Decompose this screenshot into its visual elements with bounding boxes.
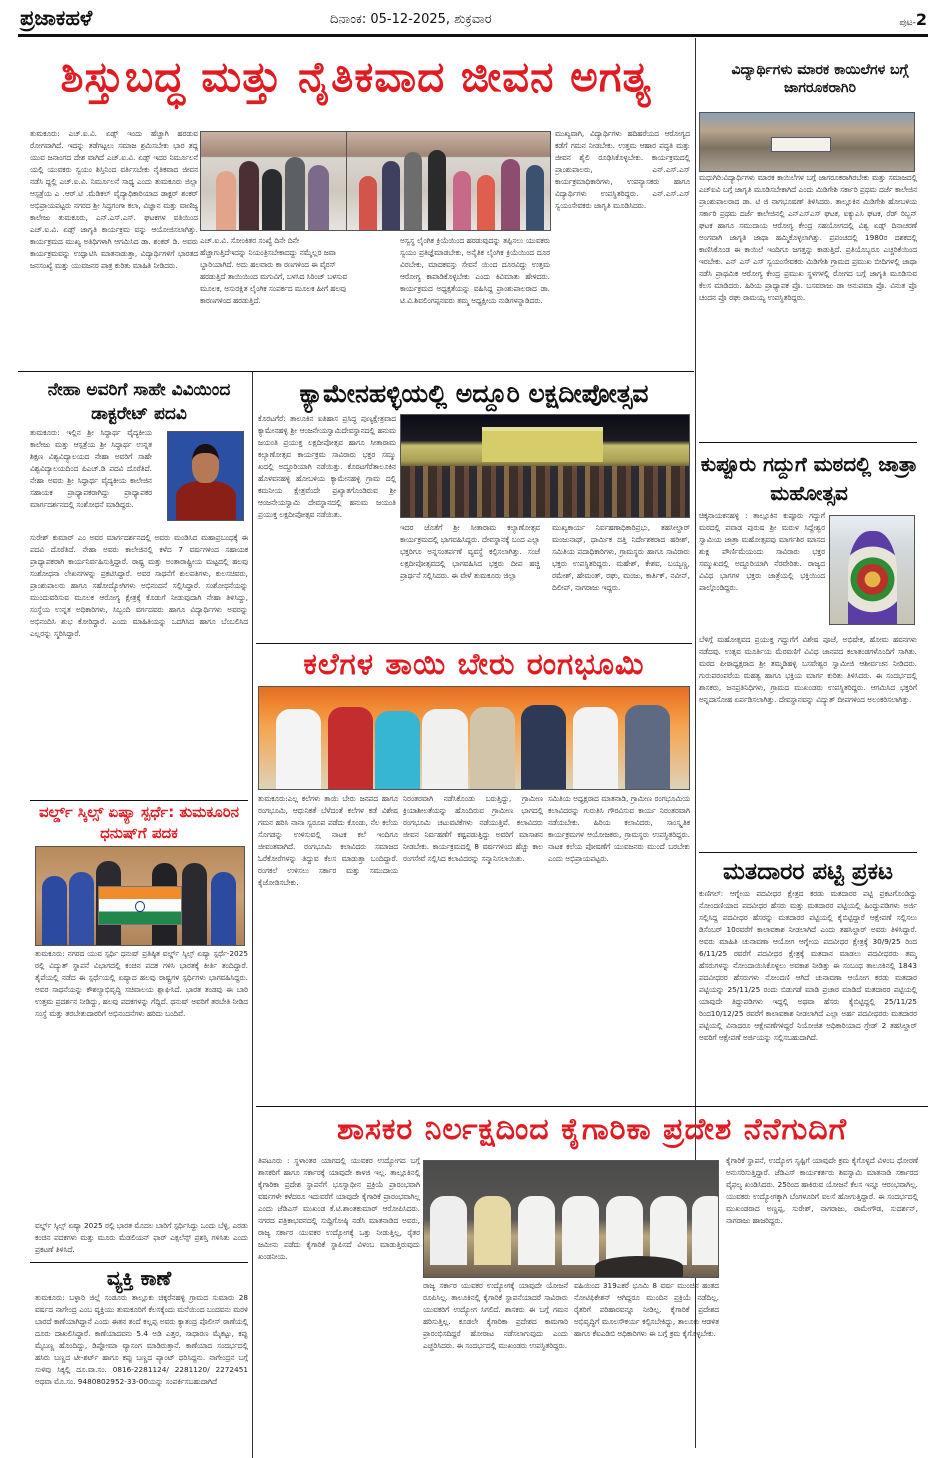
industrial-col4: ಕೈಗಾರಿಕೆ ಸ್ಥಾಪನೆ, ಉದ್ಯೋಗ ಸೃಷ್ಟಿಗೆ ಯಾವುದೇ ಕ್ರಮ ಕೈಗೊಳ್ಳದೆ ವಿಳಂಬ ಧೋರಣೆ ಅನುಸರಿಸುತ್ತಿದ್ದಾರೆ. ಜೆಡಿಎಸ್ ಕಾರ್ಯಕರ್ತರು ಶಿವಸ್ವಾಮಿ ಮಾತನಾಡಿ ಸರ್ಕಾರದ ವೈಫಲ್ಯ ಖಂಡಿಸಿದರು. 25ರಿಂದ ಹಾಕಿರುವ ಯೋಜನೆ ಕೆಲಸ ಇನ್ನೂ ಆರಂಭವಾಗಿಲ್ಲ. ಯುವಕರು ಉದ್ಯೋಗಕ್ಕಾಗಿ ಬೆಂಗಳೂರಿಗೆ ವಲಸೆ ಹೋಗುತ್ತಿದ್ದಾರೆ. ಈ ಸಂದರ್ಭದಲ್ಲಿ ಮುಖಂಡರಾದ ಅಣ್ಣಪ್ಪ, ಸುರೇಶ್, ನಾಗರಾಜು, ರಾಮೇಗೌಡ, ಸುದರ್ಶನ್, ನಾಗರಾಜು ಹಾಜರಿದ್ದರು. xyxy=(726,1156,918,1225)
industrial-col1: ತಿಪಟೂರು : ಸ್ಥಳಾಂತರ ಯಾಗದಲ್ಲಿ ಯುವಕರ ಉದ್ಯೋಗದ ಬಗ್ಗೆ ಶಾಸಕರಿಗೆ ಹಾಗೂ ಸರ್ಕಾರಕ್ಕೆ ಯಾವುದೇ ಕಾಳಜಿ ಇಲ್ಲ. ತಾಲ್ಲೂಕಿನಲ್ಲಿ ಕೈಗಾರಿಕಾ ಪ್ರದೇಶ ಸ್ಥಾಪನೆಗೆ ಭೂಸ್ವಾಧೀನ ಪ್ರಕ್ರಿಯೆ ಪ್ರಾರಂಭವಾಗಿ ವರ್ಷಗಳೇ ಕಳೆದರೂ ಇದುವರೆಗೆ ಯಾವುದೇ ಕೈಗಾರಿಕೆ ಪ್ರಾರಂಭವಾಗಿಲ್ಲ ಎಂದು ಜೆಡಿಎಸ್ ಮುಖಂಡ ಕೆ.ಟಿ.ಶಾಂತಕುಮಾರ್ ಆರೋಪಿಸಿದರು. ನಗರದ ಪತ್ರಿಕಾಭವನದಲ್ಲಿ ಸುದ್ದಿಗೋಷ್ಠಿ ನಡೆಸಿ ಮಾತನಾಡಿದ ಅವರು, ರಾಜ್ಯ ಸರ್ಕಾರ ಯುವಕರ ಉದ್ಯೋಗಕ್ಕೆ ಒತ್ತು ನೀಡುತ್ತಿಲ್ಲ, ರೈತರ ಜಮೀನು ಪಡೆದು ಕೈಗಾರಿಕೆ ಸ್ಥಾಪಿಸದೆ ವಿಳಂಬ ಮಾಡುತ್ತಿರುವುದು ಖಂಡನೀಯ. xyxy=(258,1156,420,1261)
world-skills-closing: ವರ್ಲ್ಡ್ ಸ್ಕಿಲ್ಸ್ ಏಷ್ಯಾ 2025 ರಲ್ಲಿ ಭಾರತ ಮೊದಲ ಬಾರಿಗೆ ಸ್ಪರ್ಧಿಸಿದ್ದು ಒಂದು ಬೆಳ್ಳಿ, ಎರಡು ಕಂಚಿನ ಪದಕಗಳು ಮತ್ತು ಮೂರು ಮೆಡಲಿಯನ್ ಫಾರ್ ಎಕ್ಸಲೆನ್ಸ್ ಪ್ರಶಸ್ತಿ ಗಳಿಸಿತು ಎಂದು ಪ್ರಕಟಣೆ ತಿಳಿಸಿದೆ. xyxy=(35,1221,248,1254)
section-rule xyxy=(18,371,694,372)
deepotsava-photo xyxy=(400,414,690,518)
headline-rangabhoomi: ಕಲೆಗಳ ತಾಯಿ ಬೇರು ರಂಗಭೂಮಿ xyxy=(303,647,645,682)
section-rule xyxy=(256,643,692,644)
kuppur-lead: ಚಿಕ್ಕನಾಯಕನಹಳ್ಳಿ : ತಾಲ್ಲೂಕಿನ ಕುಪ್ಪೂರು ಗದ್ದುಗೆ ಮಠದಲ್ಲಿ ಪವಾಡ ಪುರುಷ ಶ್ರೀ ಮರುಳ ಸಿದ್ದೇಶ್ವರ ಸ್ವಾಮಿಯ ಜಾತ್ರಾ ಮಹೋತ್ಸವವು ಮಾರ್ಗಶಿರ ಮಾಸದ ಶುಕ್ಲ ಪೌರ್ಣಿಮೆಯಂದು ಸಾವಿರಾರು ಭಕ್ತರ ಸಮ್ಮುಖದಲ್ಲಿ ಅದ್ದೂರಿಯಾಗಿ ನೆರವೇರಿತು. ರಾಜ್ಯದ ವಿವಿಧ ಭಾಗಗಳ ಭಕ್ತರು ಜಾತ್ರೆಯಲ್ಲಿ ಭಕ್ತಿಯಿಂದ ಪಾಲ್ಗೊಂಡಿದ್ದರು. xyxy=(699,511,825,592)
headline-missing-person: ವ್ಯಕ್ತಿ ಕಾಣೆ xyxy=(106,1266,172,1290)
divider xyxy=(30,1262,248,1263)
page-number xyxy=(899,10,927,29)
students-hiv-body: ಮಧುಗಿರಿ:ವಿದ್ಯಾರ್ಥಿಗಳು ಮಾರಕ ಕಾಯಿಲೆಗಳ ಬಗ್ಗೆ ಜಾಗರೂಕರಾಗಿರಬೇಕು ಮತ್ತು ಸಮಾಜದಲ್ಲಿ ಎಚ್‌ಐವಿ ಬಗ್ಗೆ ಜಾಗೃತಿ ಮೂಡಿಸಬೇಕಾಗಿದೆ ಎಂದು ಮಿಡಿಗೇಶಿ ಸರ್ಕಾರಿ ಪ್ರಥಮ ದರ್ಜೆ ಕಾಲೇಜಿನ ಪ್ರಾಂಶುಪಾಲರಾದ ಡಾ. ಟಿ ಜಿ ನಾಗಭೂಷಣ್ ತಿಳಿಸಿದರು. ತಾಲ್ಲೂಕಿನ ಮಿಡಿಗೇಶಿ ಹೋಬಳಿಯ ಸರ್ಕಾರಿ ಪ್ರಥಮ ದರ್ಜೆ ಕಾಲೇಜಿನಲ್ಲಿ ಎನ್‌ಎಸ್‌ಎಸ್ ಘಟಕ, ಐಕ್ಯುಎಸಿ ಘಟಕ, ರೆಡ್ ರಿಬ್ಬನ್ ಘಟಕ ಹಾಗೂ ಸಮುದಾಯ ಆರೋಗ್ಯ ಕೇಂದ್ರ ಸಹಯೋಗದಲ್ಲಿ ವಿಶ್ವ ಏಡ್ಸ್ ದಿನಾಚರಣೆ ಅಂಗವಾಗಿ ಜಾಗೃತಿ ಜಾಥಾ ಹಮ್ಮಿಕೊಳ್ಳಲಾಗಿತ್ತು. ಪ್ರಪಂಚದಲ್ಲಿ 1980ರ ದಶಕದಲ್ಲಿ ಕಾಣಿಸಿಕೊಂಡ ಈ ಕಾಯಿಲೆ ಇಂದಿಗೂ ಜಗತ್ತನ್ನು ಕಾಡುತ್ತಿದೆ. ಪ್ರತಿಯೊಬ್ಬರೂ ಎಚ್ಚರಿಕೆಯಿಂದ ಇರಬೇಕು. ಎನ್ ಎಸ್ ಎಸ್ ಸ್ವಯಂಸೇವಕರು ಮಿಡಿಗೇಶಿ ಗ್ರಾಮದ ಪ್ರಮುಖ ಬೀದಿಗಳಲ್ಲಿ ಜಾಥಾ ನಡೆಸಿ ಪ್ರಾಥಮಿಕ ಆರೋಗ್ಯ ಕೇಂದ್ರ ಪ್ರಮುಖ ಸ್ಥಳಗಳಲ್ಲಿ ರೋಗದ ಬಗ್ಗೆ ಜಾಗೃತಿ ಮೂಡಿಸುವ ಕೆಲಸ ಮಾಡಿದರು. ಹಿರಿಯ ಪ್ರಾಧ್ಯಾಪಕ ಪ್ರೊ. ಬಸವರಾಜು ಡಾ ಅನುಪಮಾ ಪ್ರೊ. ವಿನುತ ಪ್ರೊ ಚಂದನ ಪ್ರೊ ರಘು ರಾಮಯ್ಯ ಉಪಸ್ಥಿತರಿದ್ದರು. xyxy=(699,173,917,302)
issue-date: ದಿನಾಂಕ: 05-12-2025, ಶುಕ್ರವಾರ xyxy=(330,12,492,27)
neha-body: ಸುರೇಶ್ ಕುಮಾರ್ ಎಂ ಅವರ ಮಾರ್ಗದರ್ಶನದಲ್ಲಿ ಅವರು ಮಂಡಿಸಿದ ಮಹಾಪ್ರಬಂಧಕ್ಕೆ ಈ ಪದವಿ ದೊರೆತಿದೆ. ನೇಹಾ ಅವರು ಕಾಲೇಜಿನಲ್ಲಿ ಕಳೆದ 7 ವರ್ಷಗಳಿಂದ ಸಹಾಯಕ ಪ್ರಾಧ್ಯಾಪಕರಾಗಿ ಕಾರ್ಯನಿರ್ವಹಿಸುತ್ತಿದ್ದಾರೆ. ರಾಷ್ಟ್ರ ಮತ್ತು ಅಂತಾರಾಷ್ಟ್ರೀಯ ಮಟ್ಟದಲ್ಲಿ ಹಲವು ಸಂಶೋಧನಾ ಲೇಖನಗಳನ್ನು ಪ್ರಕಟಿಸಿದ್ದಾರೆ. ಅವರ ಸಾಧನೆಗೆ ಕುಲಪತಿಗಳು, ಕುಲಸಚಿವರು, ಪ್ರಾಂಶುಪಾಲರು ಹಾಗೂ ಸಹೋದ್ಯೋಗಿಗಳು ಅಭಿನಂದನೆ ಸಲ್ಲಿಸಿದ್ದಾರೆ. ಸಂಶೋಧನೆಯನ್ನು ಮುಂದುವರಿಸುವ ಮೂಲಕ ಆರೋಗ್ಯ ಕ್ಷೇತ್ರಕ್ಕೆ ಕೊಡುಗೆ ನೀಡುವುದಾಗಿ ನೇಹಾ ತಿಳಿಸಿದ್ದು, ಸಂಸ್ಥೆಯ ಉನ್ನತ ಅಧಿಕಾರಿಗಳು, ಸಿಬ್ಬಂದಿ ವರ್ಗದವರು ಹಾಗೂ ವಿದ್ಯಾರ್ಥಿಗಳು ಅವರನ್ನು ಅಭಿನಂದಿಸಿ ಶುಭ ಕೋರಿದ್ದಾರೆ. ಎಂದು ಮಾಹಿತಿಯನ್ನು ಒದಗಿಸಿದ ಹಾಗೂ ಬೆಂಬಲಿಸಿದ ಎಲ್ಲರನ್ನು ಸ್ಮರಿಸಿದ್ದಾರೆ. xyxy=(30,533,248,638)
students-rally-photo xyxy=(699,112,915,172)
divider xyxy=(699,852,917,853)
industrial-col2: ರಾಜ್ಯ ಸರ್ಕಾರ ಯುವಕರ ಉದ್ಯೋಗಕ್ಕೆ ಯಾವುದೇ ಯೋಜನೆ ರೂಪಿಸಿಲ್ಲ. ತಾಲೂಕಿನಲ್ಲಿ ಕೈಗಾರಿಕೆ ಸ್ಥಾಪನೆಯಾದರೆ ಸಾವಿರಾರು ಯುವಕರಿಗೆ ಉದ್ಯೋಗ ಸಿಗಲಿದೆ. ಶಾಸಕರು ಈ ಬಗ್ಗೆ ಗಮನ ಹರಿಸುತ್ತಿಲ್ಲ. ಕೂಡಲೇ ಕೈಗಾರಿಕಾ ಪ್ರದೇಶದ ಕಾಮಗಾರಿ ಪ್ರಾರಂಭಿಸದಿದ್ದರೆ ಹೋರಾಟ ನಡೆಸಲಾಗುವುದು ಎಂದು ಎಚ್ಚರಿಸಿದರು. ಈ ಸಂದರ್ಭದಲ್ಲಿ ಮುಖಂಡರು ಉಪಸ್ಥಿತರಿದ್ದರು. xyxy=(423,1281,568,1350)
rangabhoomi-photo xyxy=(258,686,690,790)
headline-deepotsava: ಕ್ಯಾಮೇನಹಳ್ಳಿಯಲ್ಲಿ ಅದ್ದೂರಿ ಲಕ್ಷದೀಪೋತ್ಸವ xyxy=(299,379,649,408)
hiv-photo-caption: ಎಚ್.ಐ.ವಿ. ಸೋಂಕಿತರ ಸಂಖ್ಯೆ ದಿನೇ ದಿನೇ ಹೆಚ್ಚಾಗುತ್ತಿದೆಇದನ್ನು ನಿಯಂತ್ರಿಸಬೇಕಾದದ್ದು ನಮ್ಮೆಲ್ಲರ ಜವಾ ಬ್ದಾರಿಯಾಗಿದೆ. ಅದು ಹಲವಾರು ಕಾ ರಣಗಳಿಂದ ಈ ವೈರಸ್ ಹರಡುತ್ತಿದೆ ತಾಯಿಯಿಂದ ಮಗುವಿಗೆ, ಬಳಸಿದ ಸಿರಿಂಜ್ ಬಳಸುವ ಮೂಲಕ, ಅಸುರಕ್ಷಿತ ಲೈಂಗಿಕ ಸಂಪರ್ಕದ ಮೂಲಕ ಹೀಗೆ ಹಲವು ಕಾರಣಗಳಿಂದ ಹರಡುತ್ತಿದೆ. xyxy=(200,236,347,305)
voter-list-body: ಕುಣಿಗಲ್: ಆಗ್ನೇಯ ಪದವೀಧರ ಕ್ಷೇತ್ರದ ಕರಡು ಮತದಾರರ ಪಟ್ಟಿ ಪ್ರಕಟಗೊಂಡಿದ್ದು ನೋಂದಣಿಯಾದ ಪದವೀಧರ ಹೆಸರು ಮತ್ತು ಮತದಾರರ ಪಟ್ಟಿಯಲ್ಲಿ ಹಿಂದ್ದುಪಡಿಗಳು ಅರ್ಜಿ ಸಲ್ಲಿಸಿದ್ದ ಪದವೀಧರ ಹೆಸರನ್ನು ಮತದಾರರ ಪಟ್ಟಿಯಲ್ಲಿ ಕೈಬಿಟ್ಟಿದ್ದಾರೆ ಆಕ್ಷೇಪಣೆ ಸಲ್ಲಿಸಲು ಡಿಸೆಂಬರ್ 10ರವರೆಗೆ ಕಾಲಾವಕಾಶ ನೀಡಲಾಗಿದೆ ಎಂದು ತಹಸಿಲ್ದಾರ್ ಅವರು ತಿಳಿಸಿದ್ದಾರೆ. ಅವರು ಮಾಹಿತಿ ಚುನಾವಣಾ ಆಯೋಗ ಆಗ್ನೇಯ ಪದವೀಧರ ಕ್ಷೇತ್ರಕ್ಕೆ 30/9/25 ರಿಂದ 6/11/25 ರವರೆಗೆ ಪದವೀಧರ ಕ್ಷೇತ್ರಕ್ಕೆ ಮತದಾನ ಮಾಡಲು ಪದವೀಧರರು ತಮ್ಮ ಹೆಸರುಗಳನ್ನು ನೋಂದಾಯಿಸಿಕೊಳ್ಳಲು ಅವಕಾಶ ನೀಡಿತ್ತು ಈ ಸಂಬಂಧ ತಾಲೂಕಿನಲ್ಲಿ 1843 ಪದವೀಧರರ ಹೆಸರುಗಳು ನೋಂದಣಿ ಆಗಿದೆ ಚುನಾವಣಾ ಆಯೋಗ ಕರಡು ಮತದಾರ ಪಟ್ಟಿಯನ್ನು 25/11/25 ರಂದು ಬಿಡುಗಡೆ ಮಾಡಿ ಪ್ರಚಾರ ಮಾಡಿದೆ ಮತದಾರರ ಪಟ್ಟಿಯಲ್ಲಿ ಯಾವುದೇ ತಿದ್ದುಪಡಿಗಳು ಇದ್ದಲ್ಲಿ ಅಥವಾ ಹೆಸರು ಕೈಬಿಟ್ಟಿದ್ದಲ್ಲಿ 25/11/25 ರಿಂದ10/12/25 ರವರೆಗೆ ಕಾಲಾವಕಾಶ ನೀಡಲಾಗಿದೆ ಎಲ್ಲಾ ಅರ್ಹ ಪದವೀಧರರು ಮತದಾರರ ಪಟ್ಟಿಯಲ್ಲಿ ವಿನಾದರೂ ಆಕ್ಷೇಪಣೆಗಳಿದ್ದರೆ ನಿಯೋಜಿತ ಅಧಿಕಾರಿಯಾದ ಗ್ರೇಡ್ 2 ತಹಸಿಲ್ದಾರ್ ಅವರಿಗೆ ಆಕ್ಷೇಪಣೆ ಅರ್ಜಿಯನ್ನು ಸಲ್ಲಿಸಬಹುದಾಗಿದೆ. xyxy=(699,889,917,1042)
page-number-value: 2 xyxy=(915,10,927,29)
section-rule xyxy=(256,1106,928,1107)
headline-industrial: ಶಾಸಕರ ನಿರ್ಲಕ್ಷದಿಂದ ಕೈಗಾರಿಕಾ ಪ್ರದೇಶ ನೆನೆಗುದಿಗೆ xyxy=(336,1112,848,1147)
headline-kuppur: ಕುಪ್ಪೂರು ಗದ್ದುಗೆ ಮಠದಲ್ಲಿ ಜಾತ್ರಾ ಮಹೋತ್ಸವ xyxy=(700,452,918,505)
rangabhoomi-col1: ತುಮಕೂರು:ಎಲ್ಲ ಕಲೆಗಳು ತಾಯಿ ಬೇರು ಜನಪದ ಹಾಗೂ ರಂಗಭೂಮಿ, ಆಧುನಿಕತೆ ಬೆಳೆದಂತೆ ಕಲೆಗಳ ಕಡೆ ವಿಶೇಷ ಗಮನ ಹರಿಸಿ ನಾನಾ ಸ್ವರೂಪ ಪಡೆದು ಕೊಂಡು, ನೆಲ ಕಲೆಯ ಸೊಗಡನ್ನು ಉಳಿಸುವಲ್ಲಿ ನಾಟಕ ಕಲೆ ಇಂದಿಗೂ ಜೀವಂತವಾಗಿದೆ. ರಂಗಭೂಮಿ ಕಲಾವಿದರು ಸಮಾಜದ ಓರೆಕೋರೆಗಳನ್ನು ತಿದ್ದುವ ಕೆಲಸ ಮಾಡುತ್ತಾ ಬಂದಿದ್ದಾರೆ. ರಂಗಕಲೆ ಉಳಿಸಲು ಸರ್ಕಾರ ಮತ್ತು ಸಮುದಾಯ ಕೈಜೋಡಿಸಬೇಕು. xyxy=(258,794,398,887)
hiv-body-col3: ಅಸ್ವಸ್ಥ ಲೈಂಗಿಕ ಕ್ರಿಯೆಯಿಂದ ಹರಡುವುದನ್ನು ತಪ್ಪಿಸಲು ಯುವಕರು ಸ್ವಯಂ ಪ್ರತಿಜ್ಞೆಮಾಡಬೇಕು, ಅನೈತಿಕ ಲೈಂಗಿಕ ಕ್ರಿಯೆಯಿಂದ ದೂರ ವಿರಬೇಕು, ಮಾದಕವಸ್ತು ಸೇವನೆ ಯಿಂದ ದೂರವಿದ್ದು ಉತ್ತಮ ಆರೋಗ್ಯ ಕಾಪಾಡಿಕೊಳ್ಳಬೇಕು ಎಂದು ಕಿವಿಮಾತು ಹೇಳಿದರು. ಕಾರ್ಯಕ್ರಮದ ಅಧ್ಯಕ್ಷತೆಯನ್ನು ವಹಿಸಿದ್ದ ಪ್ರಾಂಶುಪಾಲರಾದ ಡಾ. ಟಿ.ವಿ.ಶಿವಲಿಂಗಪ್ಪನವರು ತಮ್ಮ ಅಧ್ಯಕ್ಷೀಯ ನುಡಿಗಳನ್ನಾಡಿದರು. xyxy=(400,236,550,305)
left-column-divider xyxy=(252,372,253,1458)
headline-voter-list: ಮತದಾರರ ಪಟ್ಟಿ ಪ್ರಕಟ xyxy=(723,859,893,885)
rangabhoomi-col3: ಸಮಿತಿಯ ಅಧ್ಯಕ್ಷರಾದ ಮಾತನಾಡಿ, ಗ್ರಾಮೀಣ ರಂಗಭೂಮಿಯ ಕಲಾವಿದರನ್ನು ಗುರುತಿಸಿ ಗೌರವಿಸುವ ಕಾರ್ಯ ನಿರಂತರವಾಗಿ ನಡೆಯಬೇಕು. ಹಿರಿಯ ಕಲಾವಿದರು, ಸಾಂಸ್ಕೃತಿಕ ಕಾರ್ಯಕ್ರಮಗಳ ಆಯೋಜಕರು, ಗ್ರಾಮಸ್ಥರು ಉಪಸ್ಥಿತರಿದ್ದರು. ನಾಟಕ ಕಲೆಯ ಪೋಷಣೆಗೆ ಯುವಜನರು ಮುಂದೆ ಬರಬೇಕು ಎಂದು ಅಭಿಪ್ರಾಯಪಟ್ಟರು. xyxy=(548,794,690,863)
neha-lead: ತುಮಕೂರು: ಇಲ್ಲಿನ ಶ್ರೀ ಸಿದ್ಧಾರ್ಥ ವೈದ್ಯಕೀಯ ಕಾಲೇಜು ಮತ್ತು ಆಸ್ಪತ್ರೆಯ ಶ್ರೀ ಸಿದ್ಧಾರ್ಥ ಉನ್ನತ ಶಿಕ್ಷಣ ವಿಶ್ವವಿದ್ಯಾಲಯದ ನೇಹಾ ಅವರಿಗೆ ಸಾಹೇ ವಿಶ್ವವಿದ್ಯಾಲಯದಿಂದ ಪಿಎಚ್.ಡಿ ಪದವಿ ದೊರೆತಿದೆ. ನೇಹಾ ಅವರು ಶ್ರೀ ಸಿದ್ಧಾರ್ಥ ವೈದ್ಯಕೀಯ ಕಾಲೇಜಿನ ಸಹಾಯಕ ಪ್ರಾಧ್ಯಾಪಕರಾಗಿದ್ದು ಪ್ರಾಧ್ಯಾಪಕರ ಮಾರ್ಗದರ್ಶನದಲ್ಲಿ ಸಂಶೋಧನೆ ಮಾಡಿದ್ದರು. xyxy=(30,428,152,509)
kuppur-body: ಬೆಳಿಗ್ಗೆ ಮಹೋತ್ಸವದ ಪ್ರಯುಕ್ತ ಗದ್ದುಗೆಗೆ ವಿಶೇಷ ಪೂಜೆ, ಅಭಿಷೇಕ, ಹೋಮ ಹವನಗಳು ನಡೆದವು. ಉತ್ಸವ ಮೂರ್ತಿಯ ಮೆರವಣಿಗೆ ವಿವಿಧ ಜಾನಪದ ಕಲಾತಂಡಗಳೊಂದಿಗೆ ಸಾಗಿತು. ಮಠದ ಪೀಠಾಧ್ಯಕ್ಷರಾದ ಶ್ರೀ ತಮ್ಮಡಿಹಳ್ಳಿ ಬಸವೇಶ್ವರ ಸ್ವಾಮೀಜಿ ಆಶೀರ್ವಚನ ನೀಡಿದರು. ಗುರುಪರಂಪರೆಯ ಮಹತ್ವ ಹಾಗೂ ಭಕ್ತಿಯ ಮಾರ್ಗ ಕುರಿತು ತಿಳಿಸಿದರು. ಈ ಸಂದರ್ಭದಲ್ಲಿ ಶಾಸಕರು, ಜನಪ್ರತಿನಿಧಿಗಳು, ಗ್ರಾಮದ ಮುಖಂಡರು ಉಪಸ್ಥಿತರಿದ್ದರು. ಆಗಮಿಸಿದ ಭಕ್ತರಿಗೆ ಅನ್ನದಾಸೋಹ ಏರ್ಪಡಿಸಲಾಗಿತ್ತು. ದೇವಸ್ಥಾನವನ್ನು ವಿದ್ಯುತ್ ದೀಪಗಳಿಂದ ಅಲಂಕರಿಸಲಾಗಿತ್ತು. xyxy=(699,635,917,704)
headline-students-hiv: ವಿದ್ಯಾರ್ಥಿಗಳು ಮಾರಕ ಕಾಯಿಲೆಗಳ ಬಗ್ಗೆ ಜಾಗರೂಕರಾಗಿರಿ xyxy=(731,62,909,96)
industrial-press-meet-photo xyxy=(423,1160,719,1278)
neha-portrait xyxy=(167,431,244,521)
headline-neha: ನೇಹಾ ಅವರಿಗೆ ಸಾಹೇ ವಿವಿಯಿಂದ ಡಾಕ್ಟರೇಟ್ ಪದವಿ xyxy=(47,380,231,424)
world-skills-team-photo xyxy=(35,846,245,946)
hiv-photo xyxy=(200,131,347,231)
headline-hiv: ಶಿಸ್ತುಬದ್ಧ ಮತ್ತು ನೈತಿಕವಾದ ಜೀವನ ಅಗತ್ಯ xyxy=(60,52,652,101)
masthead-rule xyxy=(18,34,928,37)
industrial-col3: ವಹಿಯಿಂದ 319ಎಕರೆ ಭೂಮಿ 8 ವರ್ಷ ಮುಂಚಿನ ಹಂತದ ನೋಟಿಫಿಕೇಶನ್ ಆಗಿದ್ದರೂ ಮುಂದಿನ ಪ್ರಕ್ರಿಯೆ ನಡೆದಿಲ್ಲ. ರೈತರಿಗೆ ಪರಿಹಾರವನ್ನೂ ನೀಡಿಲ್ಲ. ಕೈಗಾರಿಕೆ ಪ್ರದೇಶದ ಅಭಿವೃದ್ಧಿಗೆ ಮೂಲಸೌಕರ್ಯ ಕಲ್ಪಿಸಬೇಕಿದ್ದು, ತಾಲೂಕು ಆಡಳಿತ ಹಾಗೂ ಕೆಐಎಡಿಬಿ ಅಧಿಕಾರಿಗಳು ಈ ಬಗ್ಗೆ ಕ್ರಮ ಕೈಗೊಳ್ಳಬೇಕು. xyxy=(574,1281,719,1338)
divider xyxy=(699,442,917,443)
hiv-group-photo xyxy=(347,131,551,231)
kuppur-deity-photo xyxy=(829,515,915,625)
newspaper-name: ಪ್ರಜಾಕಹಳೆ xyxy=(20,6,93,30)
rangabhoomi-col2: ನಿರಂತರವಾಗಿ ನಡೆಸಿಕೊಂಡು ಬರುತ್ತಿದ್ದು, ಗ್ರಾಮೀಣ ಕ್ರಿಯಾಶೀಲತೆಯನ್ನು ಹೊಂದಿರುವ ಗ್ರಾಮೀಣ ಭಾಗದಲ್ಲಿ ರಂಗಭೂಮಿ ಚಟುವಟಿಕೆಗಳು ನಡೆಯುತ್ತಿವೆ. ಕಲಾವಿದರು ಜೀವನ ನಿರ್ವಹಣೆಗೆ ಕಷ್ಟಪಡುತ್ತಿದ್ದು ಅವರಿಗೆ ಮಾಸಾಶನ ನೀಡಬೇಕು. ಕಾರ್ಯಕ್ರಮದಲ್ಲಿ 8 ವರ್ಷಗಳಿಂದ ಹೆಚ್ಚು ಕಾಲ ರಂಗಸೇವೆ ಸಲ್ಲಿಸಿದ ಕಲಾವಿದರನ್ನು ಸನ್ಮಾನಿಸಲಾಯಿತು. xyxy=(403,794,543,863)
world-skills-body: ತುಮಕೂರು: ನಗರದ ಯುವ ಸ್ಪರ್ಧಿ ಧನುಷ್ ಪ್ರತಿಷ್ಠಿತ ವರ್ಲ್ಡ್ ಸ್ಕಿಲ್ಸ್ ಏಷ್ಯಾ ಸ್ಪರ್ಧೆ-2025 ರಲ್ಲಿ ವಿದ್ಯುತ್ ಸ್ಥಾಪನೆ ವಿಭಾಗದಲ್ಲಿ ಕಂಚಿನ ಪದಕ ಗಳಿಸಿ ಭಾರತಕ್ಕೆ ಕೀರ್ತಿ ತಂದಿದ್ದಾರೆ. ತೈಪೆಯಲ್ಲಿ ನಡೆದ ಈ ಸ್ಪರ್ಧೆಯಲ್ಲಿ ಏಷ್ಯಾದ ಹಲವು ರಾಷ್ಟ್ರಗಳ ಸ್ಪರ್ಧಿಗಳು ಭಾಗವಹಿಸಿದ್ದರು. ಅವರ ಸಾಧನೆಯನ್ನು ಕೌಶಲ್ಯಾಭಿವೃದ್ಧಿ ಸಚಿವಾಲಯ ಶ್ಲಾಘಿಸಿದೆ. ಭಾರತ ತಂಡವು ಈ ಬಾರಿ ಉತ್ತಮ ಪ್ರದರ್ಶನ ನೀಡಿದ್ದು, ಹಲವು ಪದಕಗಳನ್ನು ಗೆದ್ದಿದೆ. ಧನುಷ್ ಅವರಿಗೆ ತರಬೇತಿ ನೀಡಿದ ಸಂಸ್ಥೆ ಮತ್ತು ತರಬೇತುದಾರರಿಗೆ ಅಭಿನಂದನೆಗಳು ಹರಿದು ಬಂದಿವೆ. xyxy=(35,949,248,1018)
deepotsava-col3: ಮುಖ್ಯಕಾರ್ಯ ನಿರ್ವಹಣಾಧಿಕಾರಿಪ್ರಭು, ತಹಸೀಲ್ದಾರ್ ಮಂಜುನಾಥ್, ಧಾರ್ಮಿಕ ದತ್ತಿ ನಿರ್ದೇಶಕರಾದ ಹರೀಶ್, ಸಮಿತಿಯ ಪದಾಧಿಕಾರಿಗಳು, ಗ್ರಾಮಸ್ಥರು ಹಾಗೂ ಸಾವಿರಾರು ಭಕ್ತರು ಉಪಸ್ಥಿತರಿದ್ದರು. ಮಹೇಶ್, ಕೇಶವ, ಬಯ್ಯಣ್ಣ, ರಮೇಶ್, ಹೇಮಂತ್, ರಘು, ಮಂಜು, ಕಾರ್ತಿಕ್, ನವೀನ್, ದಿಲೀಪ್, ನಾಗರಾಜು ಇದ್ದರು. xyxy=(552,523,690,592)
missing-person-body: ತುಮಕೂರು: ಬಳ್ಳಾರಿ ಜಿಲ್ಲೆ ಸಂಡೂರು ತಾಲ್ಲೂಕು ಚಿಕ್ಕರೆನಹಳ್ಳಿ ಗ್ರಾಮದ ಸುಮಾರು 28 ವರ್ಷದ ನಾಗೇಂದ್ರ ಎಂಬ ವ್ಯಕ್ತಿಯು ತುಮಕೂರಿಗೆ ಕೆಲಸಕ್ಕೆಂದು ಮನೆಯಿಂದ ಬಂದವನು ಮರಳಿ ಬಾರದೆ ಕಾಣೆಯಾಗಿದ್ದಾನೆ ಎಂದು ಈತನ ತಂದೆ ಕಲ್ಲಪ್ಪ ಅವರು ಕ್ಯಾತಂದ್ರ ಪೊಲೀಸ್ ಠಾಣೆಯಲ್ಲಿ ದೂರು ದಾಖಲಿಸಿದ್ದಾರೆ. ಕಾಣೆಯಾದವನು 5.4 ಅಡಿ ಎತ್ತರ, ಸಾಧಾರಣ ಮೈಕಟ್ಟು, ಕಪ್ಪು ಮೈಬಣ್ಣ ಹೊಂದಿದ್ದು, ಡಿಪ್ಲೋಮಾ ವ್ಯಾಸಂಗ ಮಾಡಿರುತ್ತಾನೆ. ಕಾಣೆಯಾದ ಸಂದರ್ಭದಲ್ಲಿ ಹಸಿರು ಬಣ್ಣದ ಟೀ-ಶರ್ಟ್ ಹಾಗೂ ಕಪ್ಪು ಬಣ್ಣದ ಪ್ಯಾಂಟ್ ಧರಿಸಿದ್ದನು. ನಾಗೇಂದ್ರನ ಬಗ್ಗೆ ಸುಳಿವು ಸಿಕ್ಕಲ್ಲಿ ದೂ.ವಾ.ಸಂ. 0816-2281124/ 2281120/ 2272451 ಅಥವಾ ಮೊ.ಸಂ. 9480802952-33-00ಯನ್ನು ಸಂಪರ್ಕಿಸಬಹುದಾಗಿದೆ xyxy=(35,1293,248,1386)
section-rule xyxy=(30,800,248,801)
page-label: ಪುಟ- xyxy=(899,18,916,28)
deepotsava-col1: ಕೊರಟಗೆರೆ: ತಾಲೂಕಿನ ಐತಿಹಾಸ ಪ್ರಸಿದ್ಧ ಪುಣ್ಯಕ್ಷೇತ್ರವಾದ ಕ್ಯಾಮೇನಹಳ್ಳಿ ಶ್ರೀ ಆಂಜನೇಯಸ್ವಾಮಿದೇವಸ್ಥಾನದಲ್ಲಿ ಹನುಮ ಜಯಂತಿ ಪ್ರಯುಕ್ತ ಲಕ್ಷದೀಪೋತ್ಸವ ಹಾಗೂ ಸೀತಾರಾಮ ಕಲ್ಯಾಣೋತ್ಸವ ಕಾರ್ಯಕ್ರಮ ಸಾವಿರಾರು ಭಕ್ತರ ಸಮ್ಮು ಖದಲ್ಲಿ ಅದ್ದೂರಿಯಾಗಿ ನಡೆಯಿತ್ತು. ಕೊರಟಗೆರೆತಾಲೂಕಿನ ಹೊಳವನಹಳ್ಳಿ ಹೋಬಳಿಯ ಕ್ಯಾಮೇನಹಳ್ಳಿ ಗ್ರಾಮ ದಲ್ಲಿ ಕಮನೀಯ ಕ್ಷೇತ್ರವೆಂದೇ ಪ್ರಖ್ಯಾತಗೊಂಡಿರುವ ಶ್ರೀ ಆಂಜನೇಯಸ್ವಾಮಿ ದೇವಸ್ಥಾನದಲ್ಲಿ ಹನುಮ ಜಯಂತಿ ಪ್ರಯುಕ್ತ ಲಕ್ಷದೀಪೋತ್ಸವ ನಡೆಯಿತು. xyxy=(258,414,396,519)
hiv-body-col1: ತುಮಕೂರು: ಎಚ್.ಐ.ವಿ. ಏಡ್ಸ್ ಇಂದು ಹೆಚ್ಚಾಗಿ ಹರಡುವ ರೋಗವಾಗಿದೆ. ಇದನ್ನು ತಡೆಗಟ್ಟಲು ಸಮಾಜ ಶ್ರಮಿಸಬೇಕು ಭಾರ ತದ್ದ ಯುವ ಜನಾಂಗದ ದೇಶ ವಾಗಿದೆ ಎಚ್.ಐ.ವಿ. ಏಡ್ಸ್ ಇದರ ನಿರ್ಮೂಲನೆ ಯಲ್ಲಿ ಯುವಕರು ಸ್ವಯಂ ಶಿಸ್ತಿನಿಂದ ವರ್ತಿಸಬೇಕು ನೈತಿಕವಾದ ಜೀವನ ನಡೆಸಿ ದ್ದಲ್ಲಿ ಎಚ್.ಐ.ವಿ. ನಿರ್ಮೂಲನೆ ಸಾಧ್ಯ ಎಂದು ತುಮಕೂರು ಜಿಲ್ಲಾ ಆಸ್ಪತ್ರೆಯ ಎ .ಆರ್.ಟಿ .ಮೆಡಿಕಲ್ ವೈದ್ಯಾಧಿಕಾರಿಯಾದ ಡಾಕ್ಟರ್ ಶಂಕರ್ ಅಭಿಪ್ರಾಯಪಟ್ಟರು ನಗರದ ಶ್ರೀ ಸಿದ್ಧಗಂಗಾ ಕಲಾ, ವಿಜ್ಞಾನ ಮತ್ತು ವಾಣಿಜ್ಯ ಕಾಲೇಜು ತುಮಕೂರು, ಎನ್.ಎಸ್.ಎಸ್. ಘಟಕಗಳ ವತಿಯಿಂದ ಎಚ್.ಐ.ವಿ. ಏಡ್ಸ್ ಜಾಗೃತಿ ಕಾರ್ಯಕ್ರಮ ವನ್ನು ಆಯೋಜಿಸಲಾಗಿತ್ತು. ಕಾರ್ಯಕ್ರಮದ ಮುಖ್ಯ ಅತಿಥಿಗಳಾಗಿ ಆಗಮಿಸಿದ ಡಾ. ಶಂಕರ್ ಡಿ. ಅವರು ಕಾರ್ಯಕ್ರಮವನ್ನು ಉದ್ಘಾಟಿಸಿ ಮಾತನಾಡುತ್ತಾ, ವಿದ್ಯಾರ್ಥಿಗಳಿಗೆ ಭಾರತದ ಜನಸಂಖ್ಯೆ ಮತ್ತು ಯುವಜನರ ಪಾತ್ರ ಕುರಿತು ಮಾಹಿತಿ ನೀಡಿದರು. xyxy=(30,129,198,270)
hiv-body-col4: ಮುಖ್ಯವಾಗಿ, ವಿದ್ಯಾರ್ಥಿಗಳು ಹದಿಹರೆಯದ ಆರೋಗ್ಯದ ಕಡೆಗೆ ಗಮನ ನೀಡಬೇಕು. ಉತ್ತಮ ಆಹಾರ ಪದ್ಧತಿ ಮತ್ತು ಜೀವನ ಶೈಲಿ ರೂಢಿಸಿಕೊಳ್ಳಬೇಕು. ಕಾರ್ಯಕ್ರಮದಲ್ಲಿ ಪ್ರಾಂಶುಪಾಲರು, ಎನ್.ಎಸ್.ಎಸ್ ಕಾರ್ಯಕ್ರಮಾಧಿಕಾರಿಗಳು, ಉಪನ್ಯಾಸಕರು ಹಾಗೂ ವಿದ್ಯಾರ್ಥಿಗಳು ಉಪಸ್ಥಿತರಿದ್ದರು. ಎನ್.ಎಸ್.ಎಸ್ ಸ್ವಯಂಸೇವಕರು ಜಾಗೃತಿ ಮೂಡಿಸಿದರು. xyxy=(555,129,690,210)
headline-world-skills: ವರ್ಲ್ಡ್ ಸ್ಕಿಲ್ಸ್ ಏಷ್ಯಾ ಸ್ಪರ್ಧೆ: ತುಮಕೂರಿನ ಧನುಷ್‌ಗೆ ಪದಕ xyxy=(39,803,239,842)
deepotsava-col2: ಇದರ ಜೊತೆಗೆ ಶ್ರೀ ಸೀತಾರಾಮ ಕಲ್ಯಾಣೋತ್ಸವ ಕಾರ್ಯಕ್ರಮದಲ್ಲಿ ಭಾಗವಹಿಸಿದ್ದರು. ದೇವಸ್ಥಾನಕ್ಕೆ ಬಂದ ಎಲ್ಲಾ ಭಕ್ತರಿಗೂ ಅನ್ನಸಂತರ್ಪಣೆ ವ್ಯವಸ್ಥೆ ಕಲ್ಪಿಸಲಾಗಿತ್ತು. ಸಂಜೆ ಲಕ್ಷದೀಪೋತ್ಸವದಲ್ಲಿ ಭಾಗವಹಿಸಿದ ಭಕ್ತರು ದೀಪ ಹಚ್ಚಿ ಪ್ರಾರ್ಥನೆ ಸಲ್ಲಿಸಿದರು. ಈ ವೇಳೆ ತುಮಕೂರು ಜಿಲ್ಲಾ xyxy=(400,523,540,580)
